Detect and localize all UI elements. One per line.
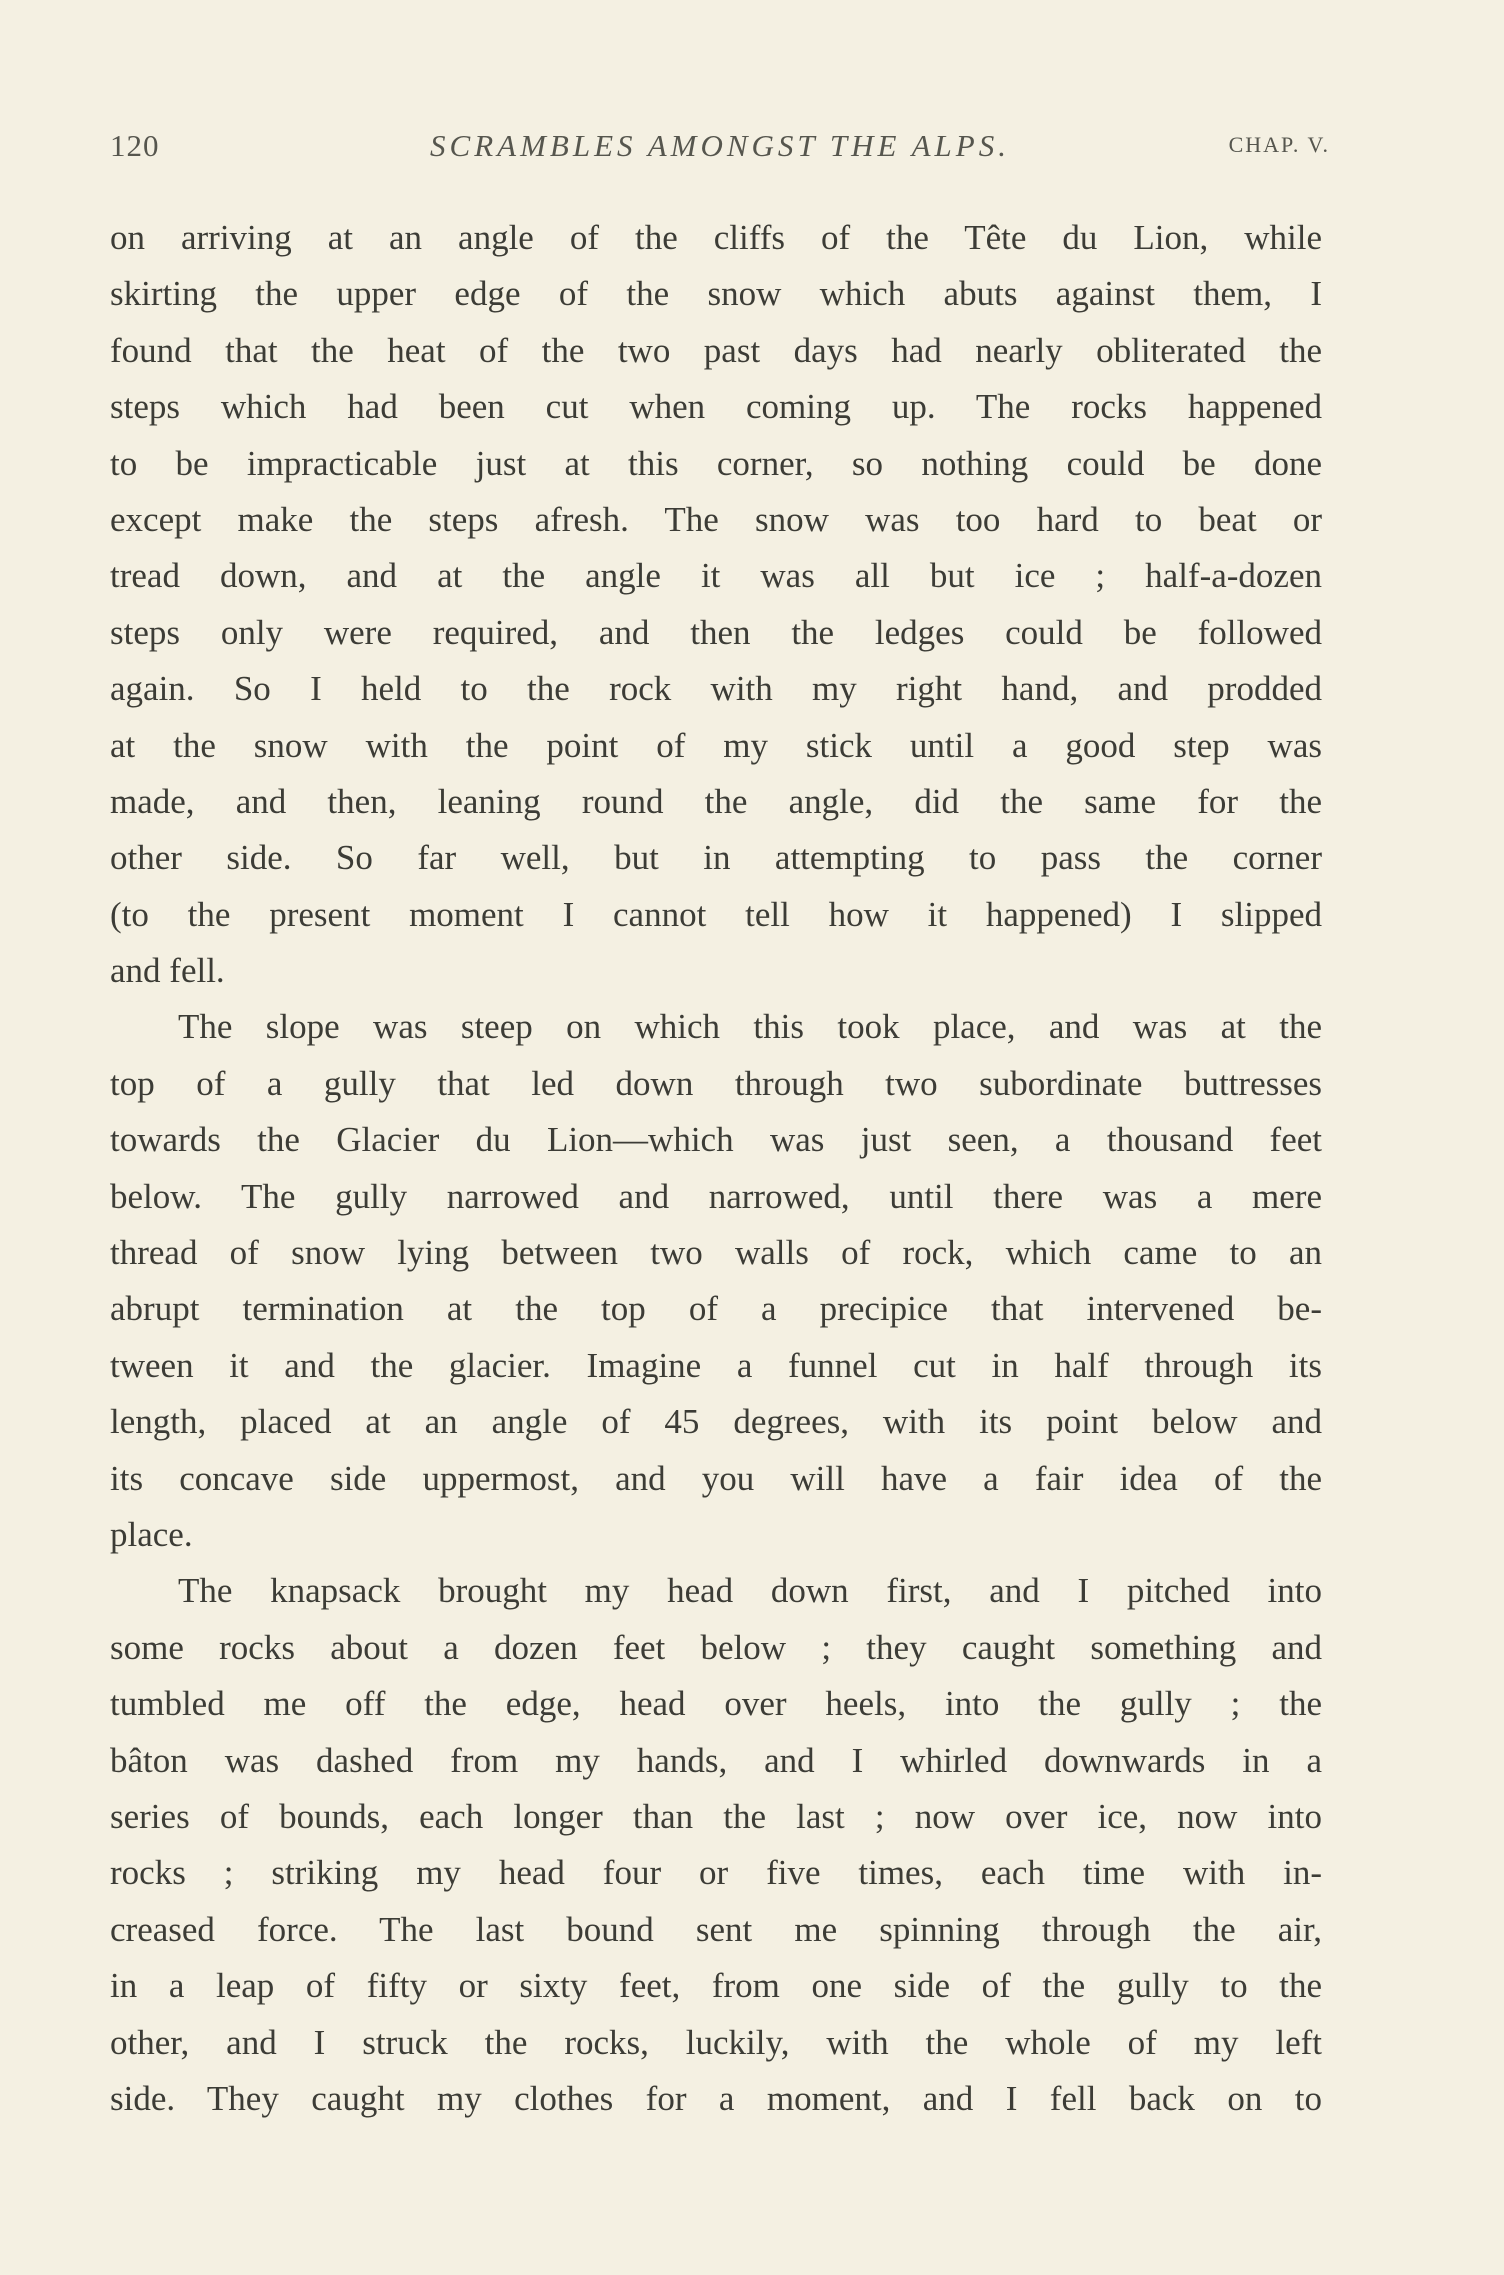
text-line: thread of snow lying between two walls of rock, which came to an (110, 1233, 1322, 1273)
text-line: series of bounds, each longer than the last ; now over ice, now into (110, 1796, 1322, 1836)
text-line: and fell. (110, 951, 225, 991)
text-line: towards the Glacier du Lion—which was just seen, a thousand feet (110, 1120, 1322, 1160)
text-line: to be impracticable just at this corner, so nothing could be done (110, 443, 1322, 483)
text-line: at the snow with the point of my stick until a good step was (110, 725, 1322, 765)
text-line: bâton was dashed from my hands, and I whirled downwards in a (110, 1740, 1322, 1780)
text-line: below. The gully narrowed and narrowed, until there was a mere (110, 1176, 1322, 1216)
text-line: skirting the upper edge of the snow which abuts against them, I (110, 274, 1322, 314)
text-line: its concave side uppermost, and you will have a fair idea of the (110, 1458, 1322, 1498)
text-line: steps which had been cut when coming up. The rocks happened (110, 387, 1322, 427)
text-line: length, placed at an angle of 45 degrees, with its point below and (110, 1402, 1322, 1442)
text-line: in a leap of fifty or sixty feet, from one side of the gully to the (110, 1966, 1322, 2006)
text-line: rocks ; striking my head four or five times, each time with in- (110, 1853, 1322, 1893)
text-line: found that the heat of the two past days had nearly obliterated the (110, 330, 1322, 370)
text-line: The knapsack brought my head down first, and I pitched into (178, 1571, 1322, 1611)
text-line: again. So I held to the rock with my right hand, and prodded (110, 669, 1322, 709)
text-line: creased force. The last bound sent me spinning through the air, (110, 1909, 1322, 1949)
text-line: tread down, and at the angle it was all but ice ; half-a-dozen (110, 556, 1322, 596)
text-line: place. (110, 1514, 193, 1554)
text-line: steps only were required, and then the ledges could be followed (110, 612, 1322, 652)
running-title: SCRAMBLES AMONGST THE ALPS. (430, 128, 1010, 163)
text-line: on arriving at an angle of the cliffs of the Tête du Lion, while (110, 218, 1322, 257)
chapter-label: CHAP. V. (1228, 132, 1330, 157)
page-number: 120 (110, 128, 160, 163)
text-line: other, and I struck the rocks, luckily, with the whole of my left (110, 2022, 1322, 2062)
text-line: top of a gully that led down through two subordinate buttresses (110, 1063, 1322, 1103)
running-head (110, 128, 1330, 168)
text-line: (to the present moment I cannot tell how it happened) I slipped (110, 894, 1322, 934)
text-line: tween it and the glacier. Imagine a funnel cut in half through its (110, 1345, 1322, 1385)
text-line: made, and then, leaning round the angle, did the same for the (110, 781, 1322, 821)
text-line: except make the steps afresh. The snow was too hard to beat or (110, 499, 1322, 539)
text-line: abrupt termination at the top of a precipice that intervened be- (110, 1289, 1322, 1329)
text-line: side. They caught my clothes for a moment, and I fell back on to (110, 2078, 1322, 2118)
text-line: other side. So far well, but in attempting to pass the corner (110, 838, 1322, 878)
text-line: The slope was steep on which this took place, and was at the (178, 1007, 1322, 1047)
text-line: some rocks about a dozen feet below ; they caught something and (110, 1627, 1322, 1667)
body-text (110, 210, 1322, 2127)
text-line: tumbled me off the edge, head over heels, into the gully ; the (110, 1684, 1322, 1724)
